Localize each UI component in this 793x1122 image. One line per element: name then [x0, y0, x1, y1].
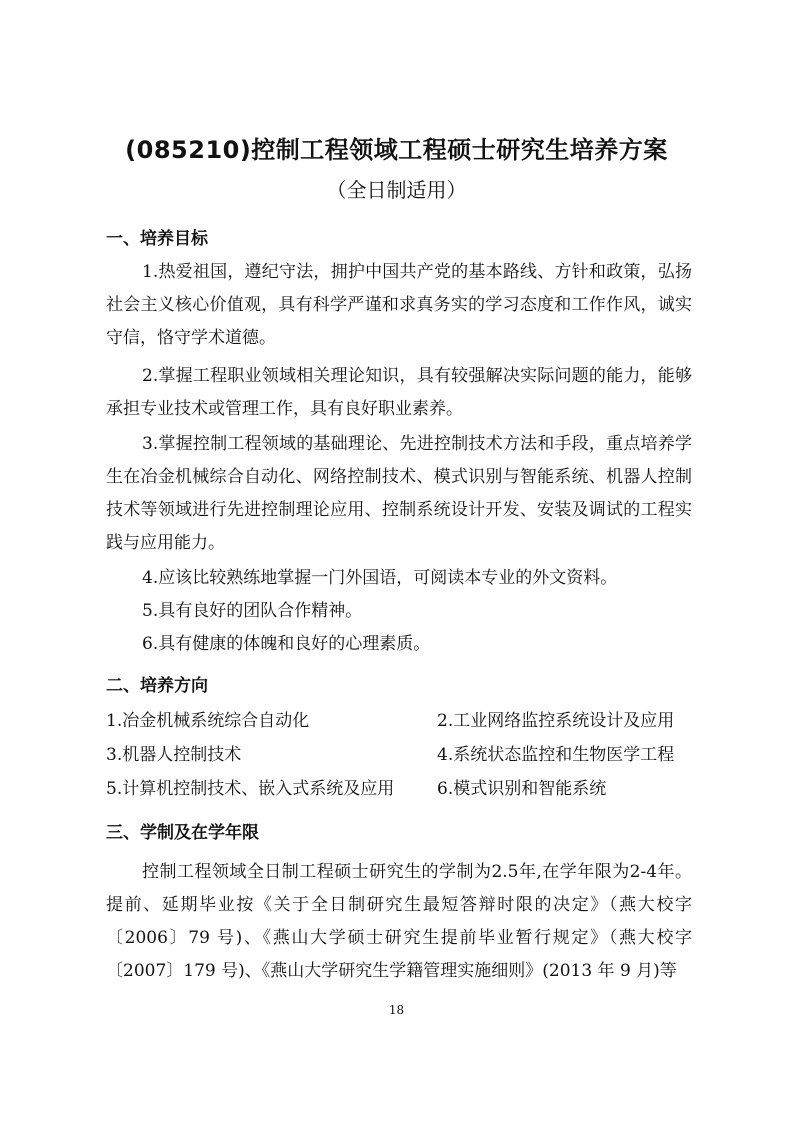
- goal-paragraph-6: 6.具有健康的体魄和良好的心理素质。: [142, 634, 431, 654]
- goal-paragraph-2: 2.掌握工程职业领域相关理论知识，具有较强解决实际问题的能力，能够承担专业技术或管理工作，具有良好职业素养。: [106, 366, 692, 419]
- goal-paragraph-5: 5.具有良好的团队合作精神。: [142, 601, 363, 621]
- duration-paragraph: 控制工程领域全日制工程硕士研究生的学制为2.5年,在学年限为2-4年。提前、延期毕业按《关于全日制研究生最短答辩时限的决定》（燕大校字〔2006〕79 号)、《燕山大学硕士研究生提前毕业暂行规定》（燕大校字〔2007〕179 号)、《燕山大学研究生学籍管理实施细则》(2013 年 9 月)等: [106, 862, 692, 981]
- direction-item-4: 4.系统状态监控和生物医学工程: [437, 745, 675, 765]
- direction-item-1: 1.冶金机械系统综合自动化: [106, 711, 310, 731]
- direction-item-2: 2.工业网络监控系统设计及应用: [437, 711, 675, 731]
- direction-item-6: 6.模式识别和智能系统: [437, 779, 607, 799]
- section-heading-training-goals: 一、培养目标: [106, 229, 208, 249]
- direction-item-5: 5.计算机控制技术、嵌入式系统及应用: [106, 779, 395, 799]
- goal-paragraph-1: 1.热爱祖国，遵纪守法，拥护中国共产党的基本路线、方针和政策，弘扬社会主义核心价值观，具有科学严谨和求真务实的学习态度和工作作风，诚实守信，恪守学术道德。: [106, 262, 692, 348]
- direction-item-3: 3.机器人控制技术: [106, 745, 242, 765]
- document-title: (085210)控制工程领域工程硕士研究生培养方案: [125, 136, 668, 164]
- document-subtitle: （全日制适用）: [326, 178, 467, 202]
- goal-paragraph-3: 3.掌握控制工程领域的基础理论、先进控制技术方法和手段，重点培养学生在冶金机械综合自动化、网络控制技术、模式识别与智能系统、机器人控制技术等领域进行先进控制理论应用、控制系统设计开发、安装及调试的工程实践与应用能力。: [106, 434, 692, 553]
- page-number: 18: [388, 1003, 405, 1017]
- goal-paragraph-4: 4.应该比较熟练地掌握一门外国语，可阅读本专业的外文资料。: [142, 568, 618, 588]
- section-heading-training-directions: 二、培养方向: [106, 676, 208, 696]
- section-heading-duration: 三、学制及在学年限: [106, 823, 259, 843]
